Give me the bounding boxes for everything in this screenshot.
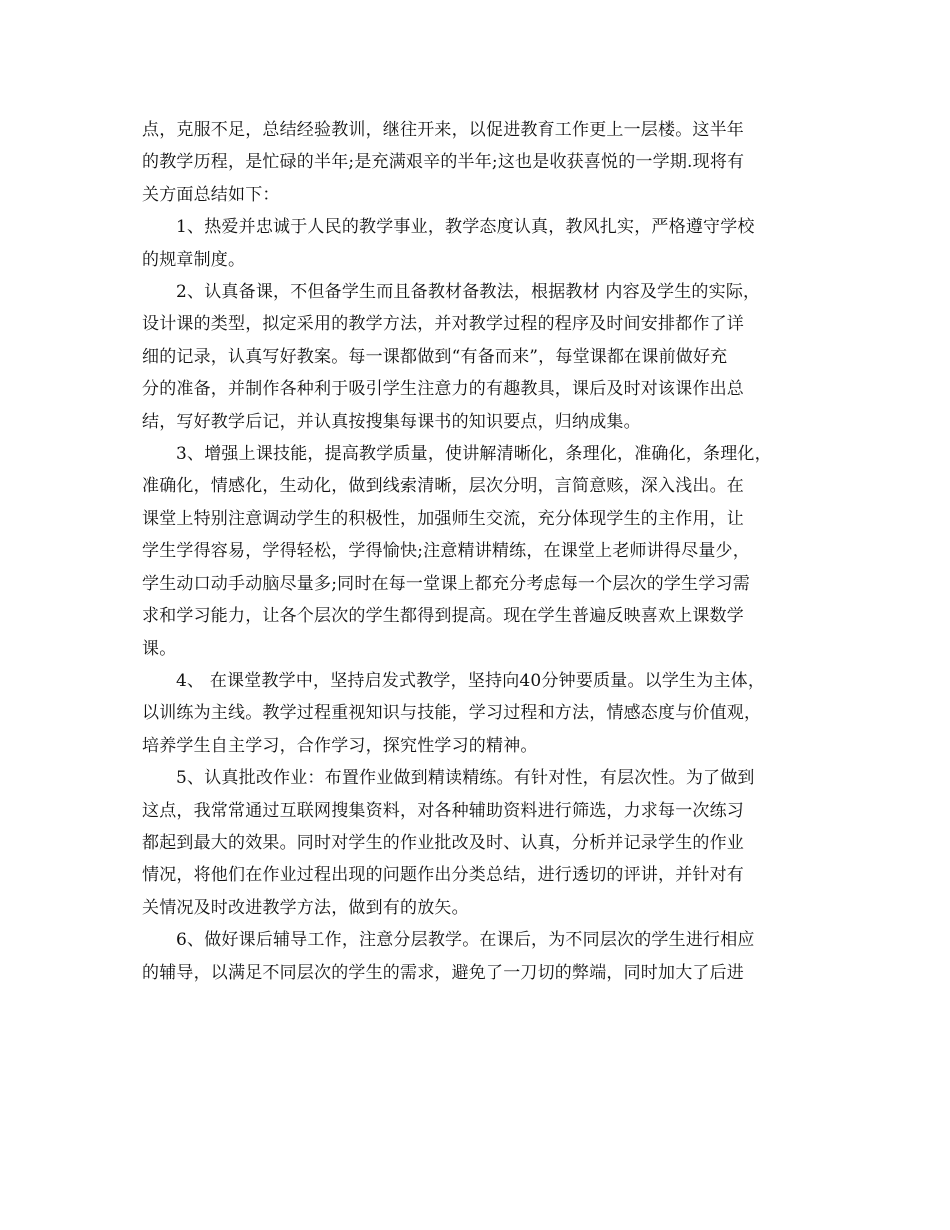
text-line: 关情况及时改进教学方法，做到有的放矢。 [142,897,469,918]
text-line: 的规章制度。 [142,249,246,270]
document-body [142,114,812,989]
text-line: 求和学习能力，让各个层次的学生都得到提高。现在学生普遍反映喜欢上课数学 [142,606,744,627]
text-line: 学生学得容易，学得轻松，学得愉快;注意精讲精练，在课堂上老师讲得尽量少， [142,541,750,562]
text-line: 3、增强上课技能，提高教学质量，使讲解清晰化，条理化，准确化，条理化， [176,444,772,465]
text-line: 情况，将他们在作业过程出现的问题作出分类总结，进行透切的评讲，并针对有 [142,865,744,886]
text-line: 的教学历程，是忙碌的半年;是充满艰辛的半年;这也是收获喜悦的一学期.现将有 [142,152,745,173]
text-line: 培养学生自主学习，合作学习，探究性学习的精神。 [142,735,538,756]
text-line: 课堂上特别注意调动学生的积极性，加强师生交流，充分体现学生的主作用，让 [142,508,744,529]
text-line: 点，克服不足，总结经验教训，继往开来，以促进教育工作更上一层楼。这半年 [142,120,744,140]
text-line: 都起到最大的效果。同时对学生的作业批改及时、认真，分析并记录学生的作业 [142,832,744,853]
text-line: 课。 [142,638,177,659]
text-line: 细的记录，认真写好教案。每一课都做到“有备而来”，每堂课都在课前做好充 [142,346,728,367]
text-line: 准确化，情感化，生动化，做到线索清晰，层次分明，言简意赅，深入浅出。在 [142,476,744,497]
text-line: 1、热爱并忠诚于人民的教学事业，教学态度认真，教风扎实，严格遵守学校 [176,217,755,238]
text-line: 5、认真批改作业：布置作业做到精读精练。有针对性，有层次性。为了做到 [176,768,755,789]
text-line: 关方面总结如下： [142,184,280,205]
text-line: 结，写好教学后记，并认真按搜集每课书的知识要点，归纳成集。 [142,411,641,432]
text-line: 6、做好课后辅导工作，注意分层教学。在课后，为不同层次的学生进行相应 [176,930,755,951]
text-line: 2、认真备课，不但备学生而且备教材备教法，根据教材 内容及学生的实际， [176,282,761,303]
text-line: 以训练为主线。教学过程重视知识与技能，学习过程和方法，情感态度与价值观， [142,703,762,724]
text-line: 分的准备，并制作各种利于吸引学生注意力的有趣教具，课后及时对该课作出总 [142,379,744,400]
text-line: 这点，我常常通过互联网搜集资料，对各种辅助资料进行筛选，力求每一次练习 [142,800,744,821]
text-line: 4、 在课堂教学中，坚持启发式教学，坚持向40分钟要质量。以学生为主体， [176,670,766,691]
text-line: 学生动口动手动脑尽量多;同时在每一堂课上都充分考虑每一个层次的学生学习需 [142,573,750,594]
text-line: 设计课的类型，拟定采用的教学方法，并对教学过程的程序及时间安排都作了详 [142,314,744,335]
text-line: 的辅导，以满足不同层次的学生的需求，避免了一刀切的弊端，同时加大了后进 [142,962,744,983]
